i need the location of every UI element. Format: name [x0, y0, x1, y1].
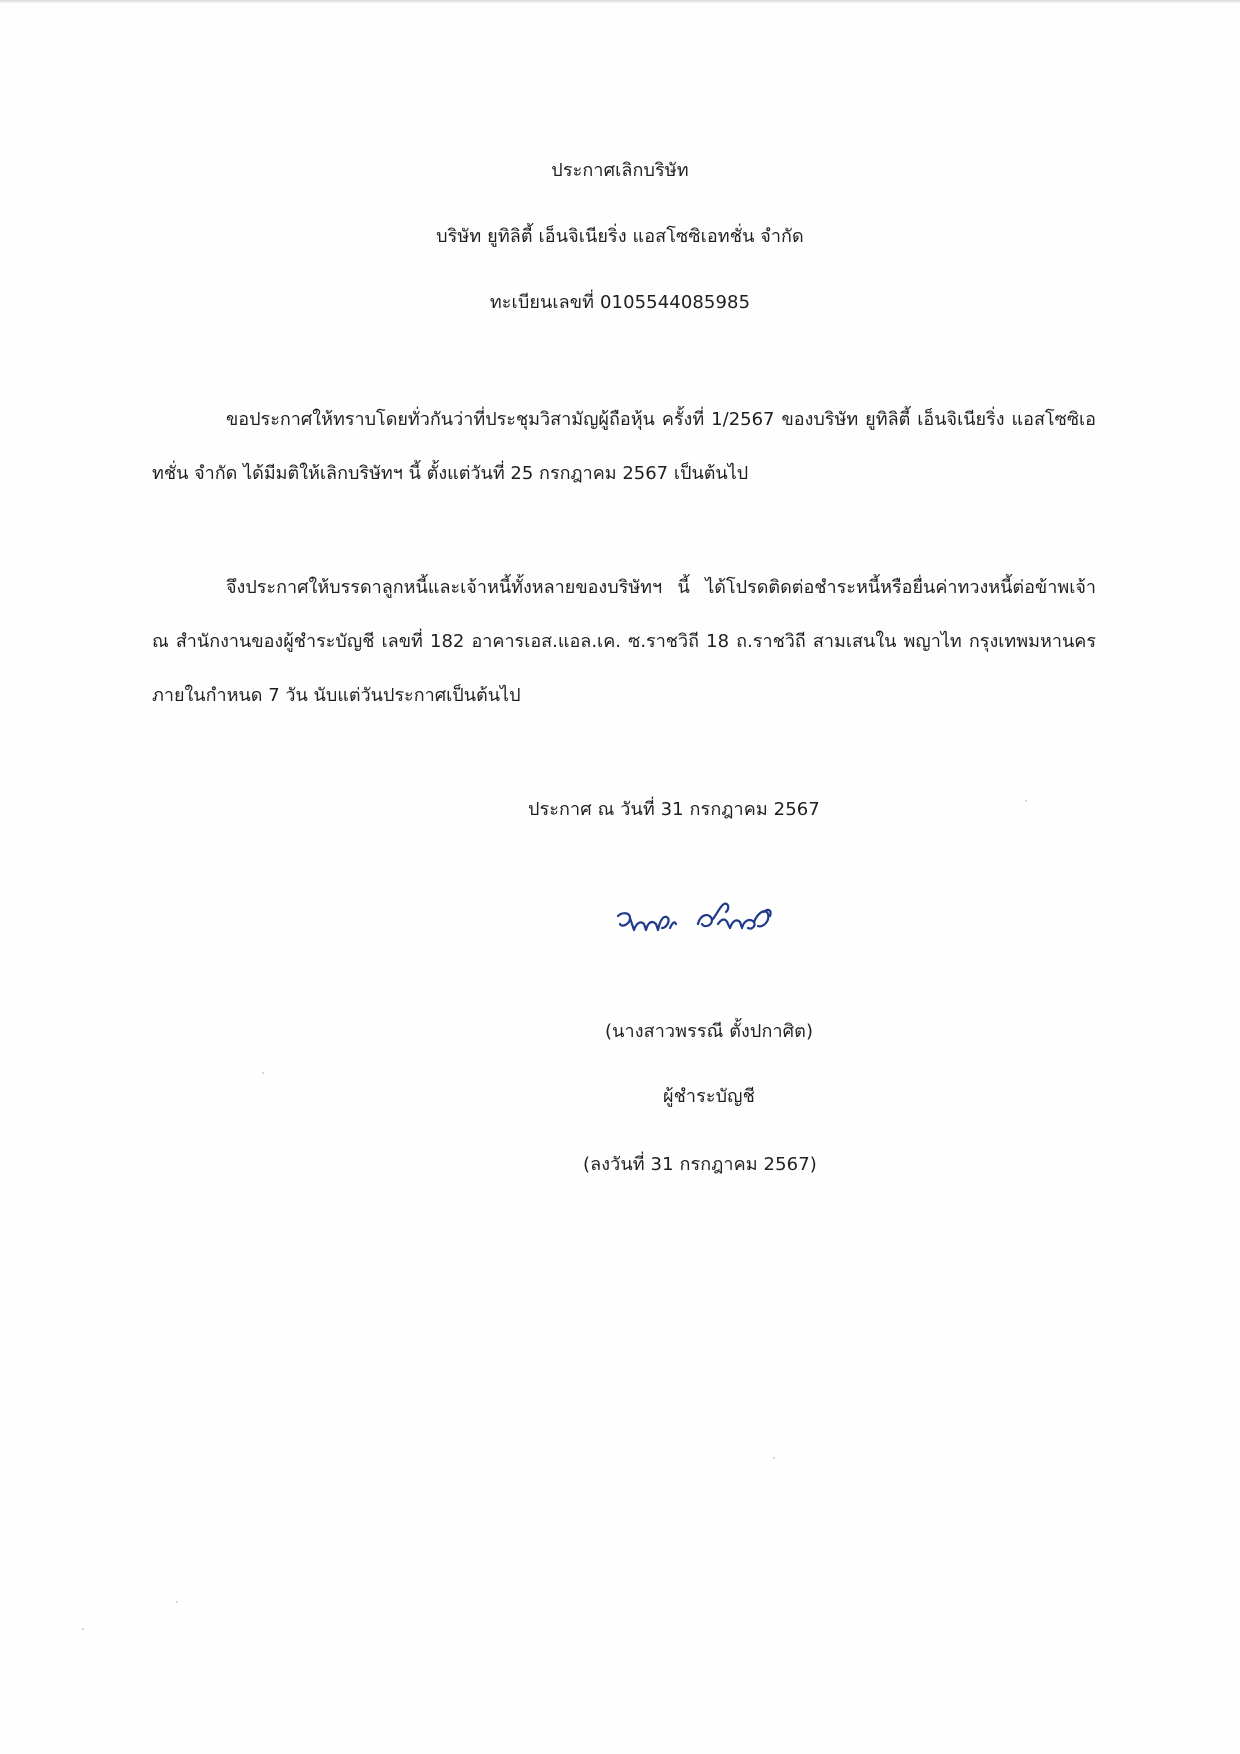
- scan-speck: [82, 1628, 84, 1630]
- handwritten-signature: [600, 884, 820, 956]
- signatory-role: ผู้ชำระบัญชี: [663, 1086, 755, 1107]
- scan-top-edge: [0, 0, 1240, 3]
- registration-number: ทะเบียนเลขที่ 0105544085985: [489, 292, 751, 313]
- body-paragraph-1: ขอประกาศให้ทราบโดยทั่วกันว่าที่ประชุมวิสามัญผู้ถือหุ้น ครั้งที่ 1/2567 ของบริษัท ยูทิลิตี้ เอ็นจิเนียริ่ง แอสโซซิเอทชั่น จำกัด ได้มีมติให้เลิกบริษัทฯ นี้ ตั้งแต่วันที่ 25 กรกฎาคม 2567 เป็นต้นไป: [152, 409, 1096, 484]
- signing-date: (ลงวันที่ 31 กรกฎาคม 2567): [583, 1154, 817, 1175]
- scan-speck: [773, 1457, 775, 1459]
- announcement-title: ประกาศเลิกบริษัท: [551, 160, 689, 181]
- scan-speck: [176, 1601, 178, 1603]
- announcement-date: ประกาศ ณ วันที่ 31 กรกฎาคม 2567: [528, 799, 820, 820]
- scan-speck: [262, 1072, 264, 1074]
- company-name: บริษัท ยูทิลิตี้ เอ็นจิเนียริ่ง แอสโซซิเอทชั่น จำกัด: [436, 226, 804, 247]
- body-paragraph-2: จึงประกาศให้บรรดาลูกหนี้และเจ้าหนี้ทั้งหลายของบริษัทฯ นี้ ได้โปรดติดต่อชำระหนี้หรือยื่นค่าทวงหนี้ต่อข้าพเจ้า ณ สำนักงานของผู้ชำระบัญชี เลขที่ 182 อาคารเอส.แอล.เค. ซ.ราชวิถี 18 ถ.ราชวิถี สามเสนใน พญาไท กรุงเทพมหานคร ภายในกำหนด 7 วัน นับแต่วันประกาศเป็นต้นไป: [152, 577, 1096, 706]
- scan-speck: [1025, 800, 1027, 802]
- signatory-name: (นางสาวพรรณี ตั้งปกาศิต): [605, 1021, 814, 1042]
